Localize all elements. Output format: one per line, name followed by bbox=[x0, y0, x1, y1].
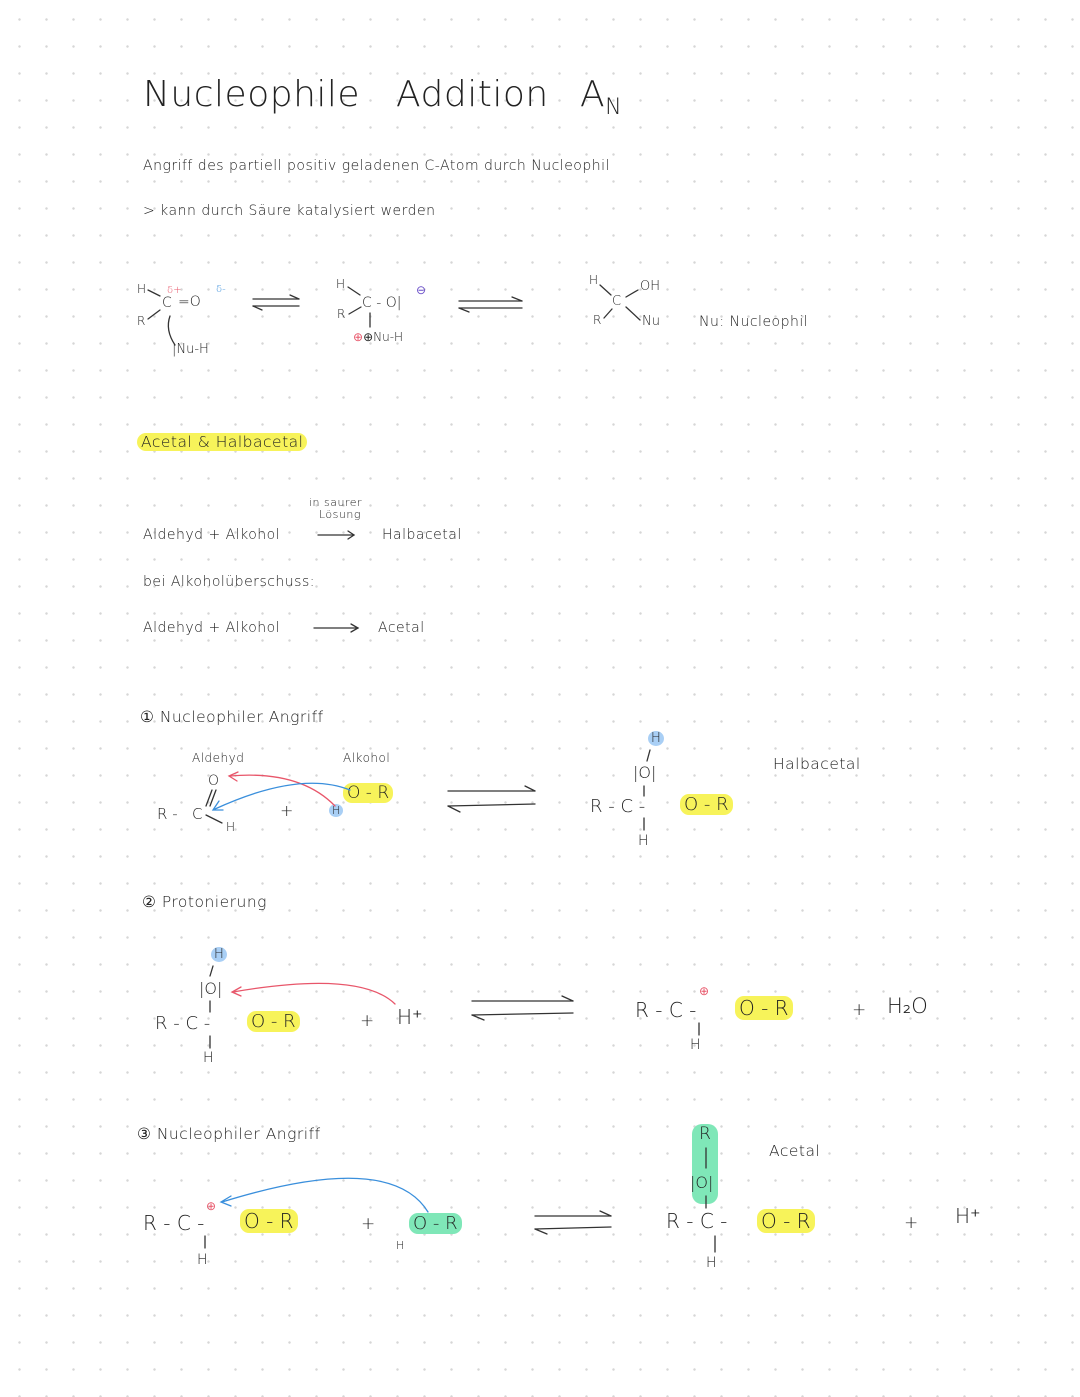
step-1-title: ① Nucleophiler Angriff bbox=[140, 708, 324, 726]
gm-s2-r: R bbox=[337, 307, 346, 321]
step-2-o: |O| bbox=[199, 979, 223, 998]
step-1-alcohol: O - R bbox=[343, 783, 393, 803]
step-3-hplus: H⁺ bbox=[955, 1204, 981, 1228]
reaction-1-right: Halbacetal bbox=[382, 527, 462, 543]
bond bbox=[600, 285, 611, 295]
step-3-plus-2: + bbox=[904, 1213, 919, 1233]
step-1-r: R - bbox=[157, 805, 178, 823]
step-2-title: ② Protonierung bbox=[142, 893, 267, 911]
step-1-prod-h2: H bbox=[638, 833, 649, 849]
eq-arrow-head bbox=[562, 996, 573, 1001]
gm-s3-h: H bbox=[589, 273, 599, 287]
step-3-prod-or: O - R bbox=[757, 1209, 815, 1233]
step-1-prod-or: O - R bbox=[680, 794, 733, 815]
step-3-rc: R - C - bbox=[143, 1211, 205, 1235]
curved-arrow-red bbox=[233, 983, 395, 1004]
curved-arrow-red-head bbox=[229, 772, 238, 781]
step-3-or: O - R bbox=[240, 1209, 298, 1233]
step-2-prod-charge: ⊕ bbox=[699, 984, 710, 998]
step-3-plus: + bbox=[361, 1214, 376, 1234]
step-2-prod-rc: R - C - bbox=[635, 998, 697, 1022]
bond bbox=[626, 290, 638, 297]
title-symbol-sub: N bbox=[605, 95, 623, 121]
eq-arrow-head bbox=[448, 806, 460, 812]
eq-arrow bbox=[448, 804, 535, 806]
section-heading-text: Acetal & Halbacetal bbox=[137, 433, 307, 451]
nu-legend: Nu: Nucleophil bbox=[699, 314, 809, 330]
step-1-plus: + bbox=[280, 801, 294, 820]
gm-s3-nu: Nu bbox=[642, 314, 660, 329]
step-2-hplus: H⁺ bbox=[397, 1005, 423, 1029]
gm-s2-h: H bbox=[336, 277, 346, 291]
step-2-h-bot: H bbox=[203, 1050, 214, 1066]
bond bbox=[206, 815, 222, 823]
step-3-prod-label: Acetal bbox=[769, 1142, 821, 1160]
curved-arrow bbox=[168, 316, 175, 345]
step-2-prod-or: O - R bbox=[735, 996, 793, 1020]
bond bbox=[148, 290, 160, 296]
step-3-h-bot: H bbox=[197, 1252, 208, 1268]
step-1-prod-h: H bbox=[648, 731, 664, 746]
step-1-aldehyde-label: Aldehyd bbox=[192, 751, 245, 765]
bond bbox=[604, 309, 612, 318]
eq-arrow-head bbox=[472, 1015, 484, 1020]
gm-s2-nu: ⊕⊕Nu-H bbox=[353, 330, 404, 344]
step-3-title: ③ Nucleophiler Angriff bbox=[137, 1125, 321, 1143]
step-2-water: H₂O bbox=[887, 994, 928, 1018]
step-3-prod-h: H bbox=[706, 1255, 717, 1271]
step-1-prod-o: |O| bbox=[633, 763, 657, 782]
gm-s2-minus: ⊖ bbox=[416, 283, 427, 297]
reaction-1-condition-1: in saurer bbox=[309, 496, 363, 509]
step-2-plus: + bbox=[360, 1011, 375, 1031]
step-1-prod-label: Halbacetal bbox=[773, 755, 861, 773]
gm-s1-delta-plus: δ+ bbox=[167, 285, 182, 296]
step-1-h: H bbox=[226, 820, 236, 834]
gm-s1-nu: |Nu-H bbox=[172, 342, 209, 357]
alcohol-excess-label: bei Alkoholüberschuss: bbox=[143, 574, 315, 590]
step-3-prod-o: |O| bbox=[690, 1173, 714, 1192]
intro-line-2: > kann durch Säure katalysiert werden bbox=[143, 203, 436, 219]
reaction-1-condition-2: Lösung bbox=[319, 508, 361, 521]
bond bbox=[349, 307, 361, 314]
gm-s1-c: C bbox=[162, 295, 172, 311]
eq-arrow-head bbox=[535, 1229, 547, 1234]
eq-arrow bbox=[535, 1227, 611, 1229]
gm-s1-delta-minus: δ- bbox=[216, 284, 226, 295]
bond bbox=[348, 287, 360, 295]
curved-arrow-red bbox=[230, 775, 335, 806]
step-1-c: C bbox=[192, 805, 203, 823]
title-word-2: Addition bbox=[396, 74, 549, 115]
step-3-prod-r: R bbox=[699, 1124, 711, 1144]
gm-s3-oh: OH bbox=[640, 279, 661, 294]
step-3-charge: ⊕ bbox=[206, 1199, 217, 1213]
eq-arrow bbox=[472, 1013, 573, 1015]
step-1-prod-rc: R - C - bbox=[590, 796, 646, 817]
intro-line-1: Angriff des partiell positiv geladenen C-Atom durch Nucleophil bbox=[143, 158, 610, 174]
step-3-nucleophile: O - R bbox=[409, 1213, 462, 1234]
gm-s1-h: H bbox=[137, 282, 147, 296]
title-symbol-a: A bbox=[580, 74, 606, 115]
step-1-alcohol-h: H bbox=[329, 804, 343, 817]
step-3-prod-rc: R - C - bbox=[666, 1209, 728, 1233]
bond bbox=[210, 966, 213, 976]
eq-arrow-head bbox=[600, 1211, 611, 1216]
gm-s3-r: R bbox=[593, 313, 602, 327]
reaction-2-right: Acetal bbox=[378, 620, 425, 636]
step-2-prod-h: H bbox=[690, 1037, 701, 1053]
reaction-2-left: Aldehyd + Alkohol bbox=[143, 620, 281, 636]
step-2-rc: R - C - bbox=[155, 1013, 211, 1034]
reaction-1-left: Aldehyd + Alkohol bbox=[143, 527, 281, 543]
curved-arrow-blue bbox=[215, 783, 350, 809]
step-3-nu-h: H bbox=[396, 1239, 405, 1252]
gm-s3-c: C bbox=[612, 294, 622, 309]
step-2-or: O - R bbox=[247, 1011, 300, 1032]
curved-arrow-blue bbox=[222, 1178, 428, 1212]
title-word-1: Nucleophile bbox=[143, 74, 361, 115]
bond bbox=[626, 307, 640, 320]
step-1-o: O bbox=[208, 773, 220, 789]
bond bbox=[148, 310, 160, 319]
step-2-plus-2: + bbox=[852, 1000, 867, 1020]
step-2-h-top: H bbox=[211, 947, 227, 962]
bond bbox=[647, 750, 650, 761]
gm-s1-o: =O bbox=[178, 294, 201, 310]
gm-s1-r: R bbox=[137, 314, 146, 328]
eq-arrow-head bbox=[525, 786, 535, 791]
step-1-alcohol-label: Alkohol bbox=[343, 751, 391, 765]
gm-s2-core: C - O| bbox=[362, 295, 402, 311]
